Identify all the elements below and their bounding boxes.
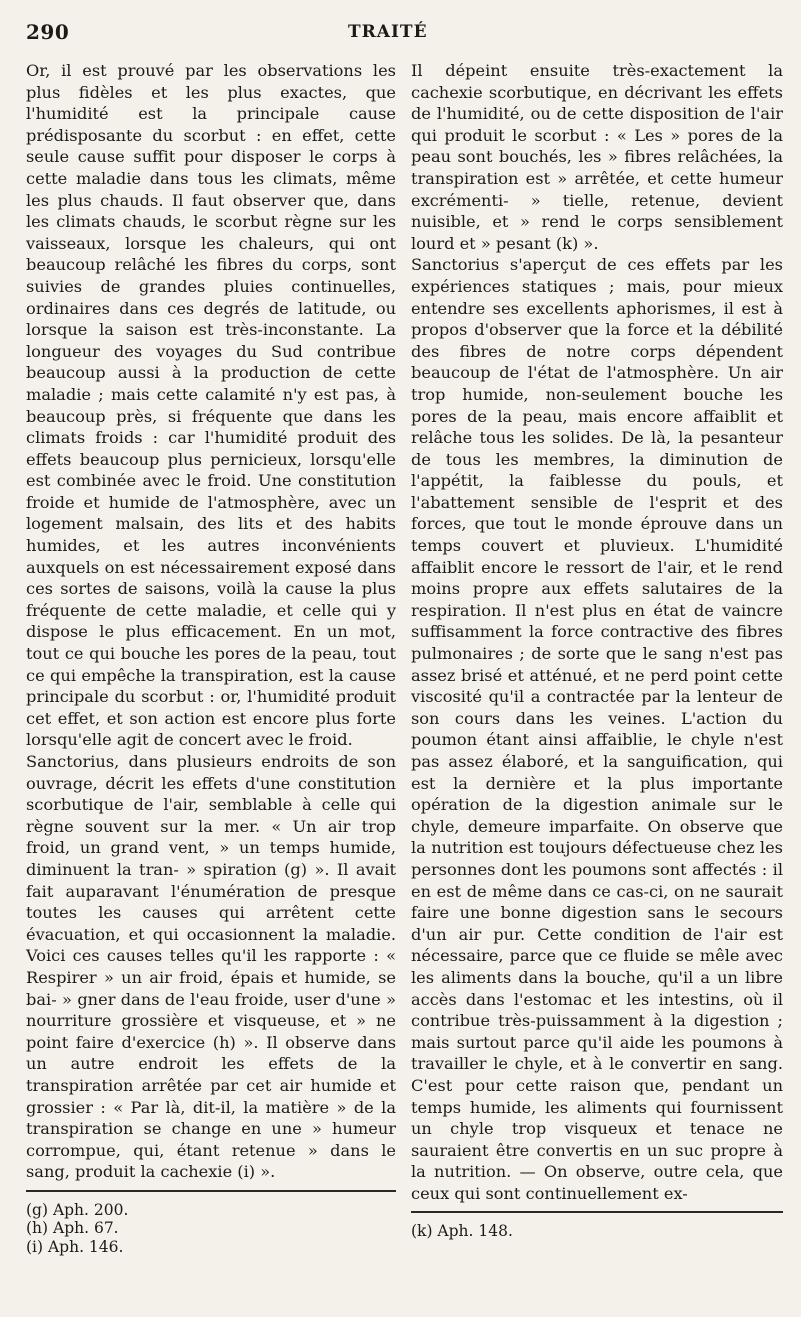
- left-column: [26, 60, 396, 1257]
- left-footnotes: [26, 1201, 396, 1257]
- footnote: (k) Aph. 148.: [411, 1222, 513, 1241]
- footnote-divider: [411, 1211, 783, 1213]
- right-column: [411, 60, 783, 1241]
- right-paragraph-2: Sanctorius s'aperçut de ces effets par les expériences statiques ; mais, pour mieux entendre ses excellents aphorismes, il est à propos d'observer que la force et la débilité des fibres de notre corps dépendent beaucoup de l'état de l'atmosphère. Un air trop humide, non-seulement bouche les pores de la peau, mais encore affaiblit et relâche tous les solides. De là, la pesanteur de tous les membres, la diminution de l'appétit, la faiblesse du pouls, et l'abattement sensible de l'esprit et des forces, que tout le monde éprouve dans un temps couvert et pluvieux. L'humidité affaiblit encore le ressort de l'air, et le rend moins propre aux effets salutaires de la respiration. Il n'est plus en état de vaincre suffisamment la force contractive des fibres pulmonaires ; de sorte que le sang n'est pas assez brisé et atténué, et ne perd point cette viscosité qu'il a contractée par la lenteur de son cours dans les veines. L'action du poumon étant ainsi affaiblie, le chyle n'est pas assez élaboré, et la sanguification, qui est la dernière et la plus importante opération de la digestion animale sur le chyle, demeure imparfaite. On observe que la nutrition est toujours défectueuse chez les personnes dont les poumons sont affectés : il en est de même dans ce cas-ci, on ne saurait faire une bonne digestion sans le secours d'un air pur. Cette condition de l'air est nécessaire, parce que ce fluide se mêle avec les aliments dans la bouche, qu'il a un libre accès dans l'estomac et les intestins, où il contribue très-puissamment à la digestion ; mais surtout parce qu'il aide les poumons à travailler le chyle, et à le convertir en sang. C'est pour cette raison que, pendant un temps humide, les aliments qui fournissent un chyle trop visqueux et tenace ne sauraient être convertis en un suc propre à la nutrition. — On observe, outre cela, que ceux qui sont continuellement ex-: [411, 255, 783, 1203]
- left-paragraph-1: Or, il est prouvé par les observations les plus fidèles et les plus exactes, que l'humidité est la principale cause prédisposante du scorbut : en effet, cette seule cause suffit pour disposer le corps à cette maladie dans tous les climats, même les plus chauds. Il faut observer que, dans les climats chauds, le scorbut règne sur les vaisseaux, lorsque les chaleurs, qui ont beaucoup relâché les fibres du corps, sont suivies de grandes pluies continuelles, ordinaires dans ces degrés de latitude, ou lorsque la saison est très-inconstante. La longueur des voyages du Sud contribue beaucoup aussi à la production de cette maladie ; mais cette calamité n'y est pas, à beaucoup près, si fréquente que dans les climats froids : car l'humidité produit des effets beaucoup plus pernicieux, lorsqu'elle est combinée avec le froid. Une constitution froide et humide de l'atmosphère, avec un logement malsain, des lits et des habits humides, et les autres inconvénients auxquels on est nécessairement exposé dans ces sortes de saisons, voilà la cause la plus fréquente de cette maladie, et celle qui y dispose le plus efficacement. En un mot, tout ce qui bouche les pores de la peau, tout ce qui empêche la transpiration, est la cause principale du scorbut : or, l'humidité produit cet effet, et son action est encore plus forte lorsqu'elle agit de concert avec le froid.: [26, 61, 396, 750]
- page-header: [0, 18, 801, 52]
- footnote: (g) Aph. 200.: [26, 1200, 129, 1219]
- footnote: (h) Aph. 67.: [26, 1219, 119, 1238]
- left-paragraph-2: Sanctorius, dans plusieurs endroits de son ouvrage, décrit les effets d'une constitution scorbutique de l'air, semblable à celle qui règne souvent sur la mer. « Un air trop froid, un grand vent, » un temps humide, diminuent la tran- » spiration (g) ». Il avait fait auparavant l'énumération de presque toutes les causes qui arrêtent cette évacuation, et qui occasionnent la maladie. Voici ces causes telles qu'il les rapporte : « Respirer » un air froid, épais et humide, se bai- » gner dans de l'eau froide, user d'une » nourriture grossière et visqueuse, et » ne point faire d'exercice (h) ». Il observe dans un autre endroit les effets de la transpiration arrêtée par cet air humide et grossier : « Par là, dit-il, la matière » de la transpiration se change en une » humeur corrompue, qui, étant retenue » dans le sang, produit la cachexie (i) ».: [26, 752, 396, 1182]
- footnote-divider: [26, 1190, 396, 1192]
- running-title: TRAITÉ: [348, 22, 428, 42]
- right-paragraph-1: Il dépeint ensuite très-exactement la cachexie scorbutique, en décrivant les effets de l'humidité, ou de cette disposition de l'air qui produit le scorbut : « Les » pores de la peau sont bouchés, les » fibres relâchées, la transpiration est » arrêtée, et cette humeur excrémenti- » tielle, retenue, devient nuisible, et » rend le corps sensiblement lourd et » pesant (k) ».: [411, 61, 783, 253]
- footnote: (i) Aph. 146.: [26, 1238, 124, 1257]
- right-footnotes: [411, 1222, 783, 1241]
- page-number: 290: [26, 20, 70, 44]
